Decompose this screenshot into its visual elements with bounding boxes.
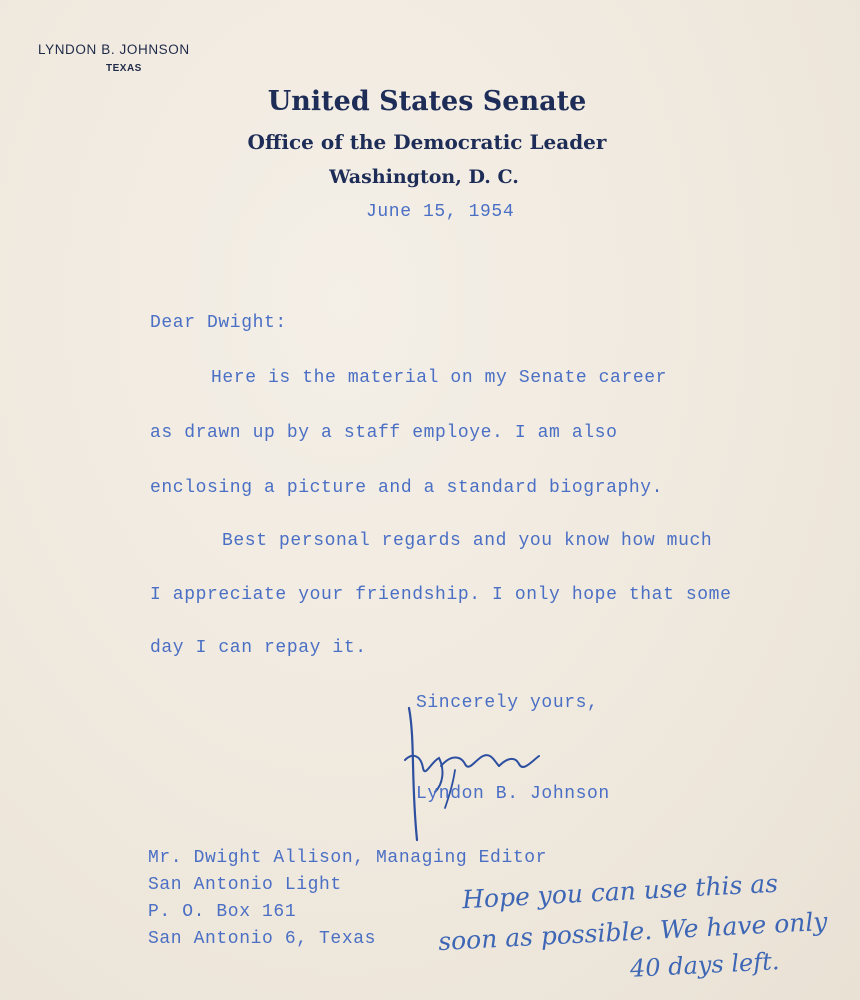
address-line: P. O. Box 161 — [148, 902, 297, 922]
letterhead-state: TEXAS — [106, 63, 142, 74]
body-line: as drawn up by a staff employe. I am also — [150, 423, 618, 443]
letterhead-city: Washington, D. C. — [329, 166, 519, 188]
body-line: I appreciate your friendship. I only hope that some — [150, 585, 732, 605]
handwritten-note-line: Hope you can use this as — [461, 868, 779, 915]
handwritten-note-line: soon as possible. We have only — [437, 906, 829, 957]
signer-name: Lyndon B. Johnson — [416, 784, 610, 804]
handwritten-note-line: 40 days left. — [629, 947, 781, 983]
signature-image — [395, 700, 555, 850]
body-line: Best personal regards and you know how much — [222, 531, 713, 551]
letterhead-office: Office of the Democratic Leader — [247, 130, 607, 154]
letter-date: June 15, 1954 — [366, 202, 515, 222]
body-line: day I can repay it. — [150, 638, 367, 658]
address-line: Mr. Dwight Allison, Managing Editor — [148, 848, 548, 868]
letter-salutation: Dear Dwight: — [150, 313, 287, 333]
body-line: enclosing a picture and a standard biography. — [150, 478, 664, 498]
address-line: San Antonio 6, Texas — [148, 929, 377, 949]
letterhead-name: LYNDON B. JOHNSON — [38, 42, 190, 57]
letter-closing: Sincerely yours, — [416, 693, 599, 713]
body-line: Here is the material on my Senate career — [211, 368, 668, 388]
letterhead-senate: United States Senate — [267, 86, 587, 117]
address-line: San Antonio Light — [148, 875, 342, 895]
